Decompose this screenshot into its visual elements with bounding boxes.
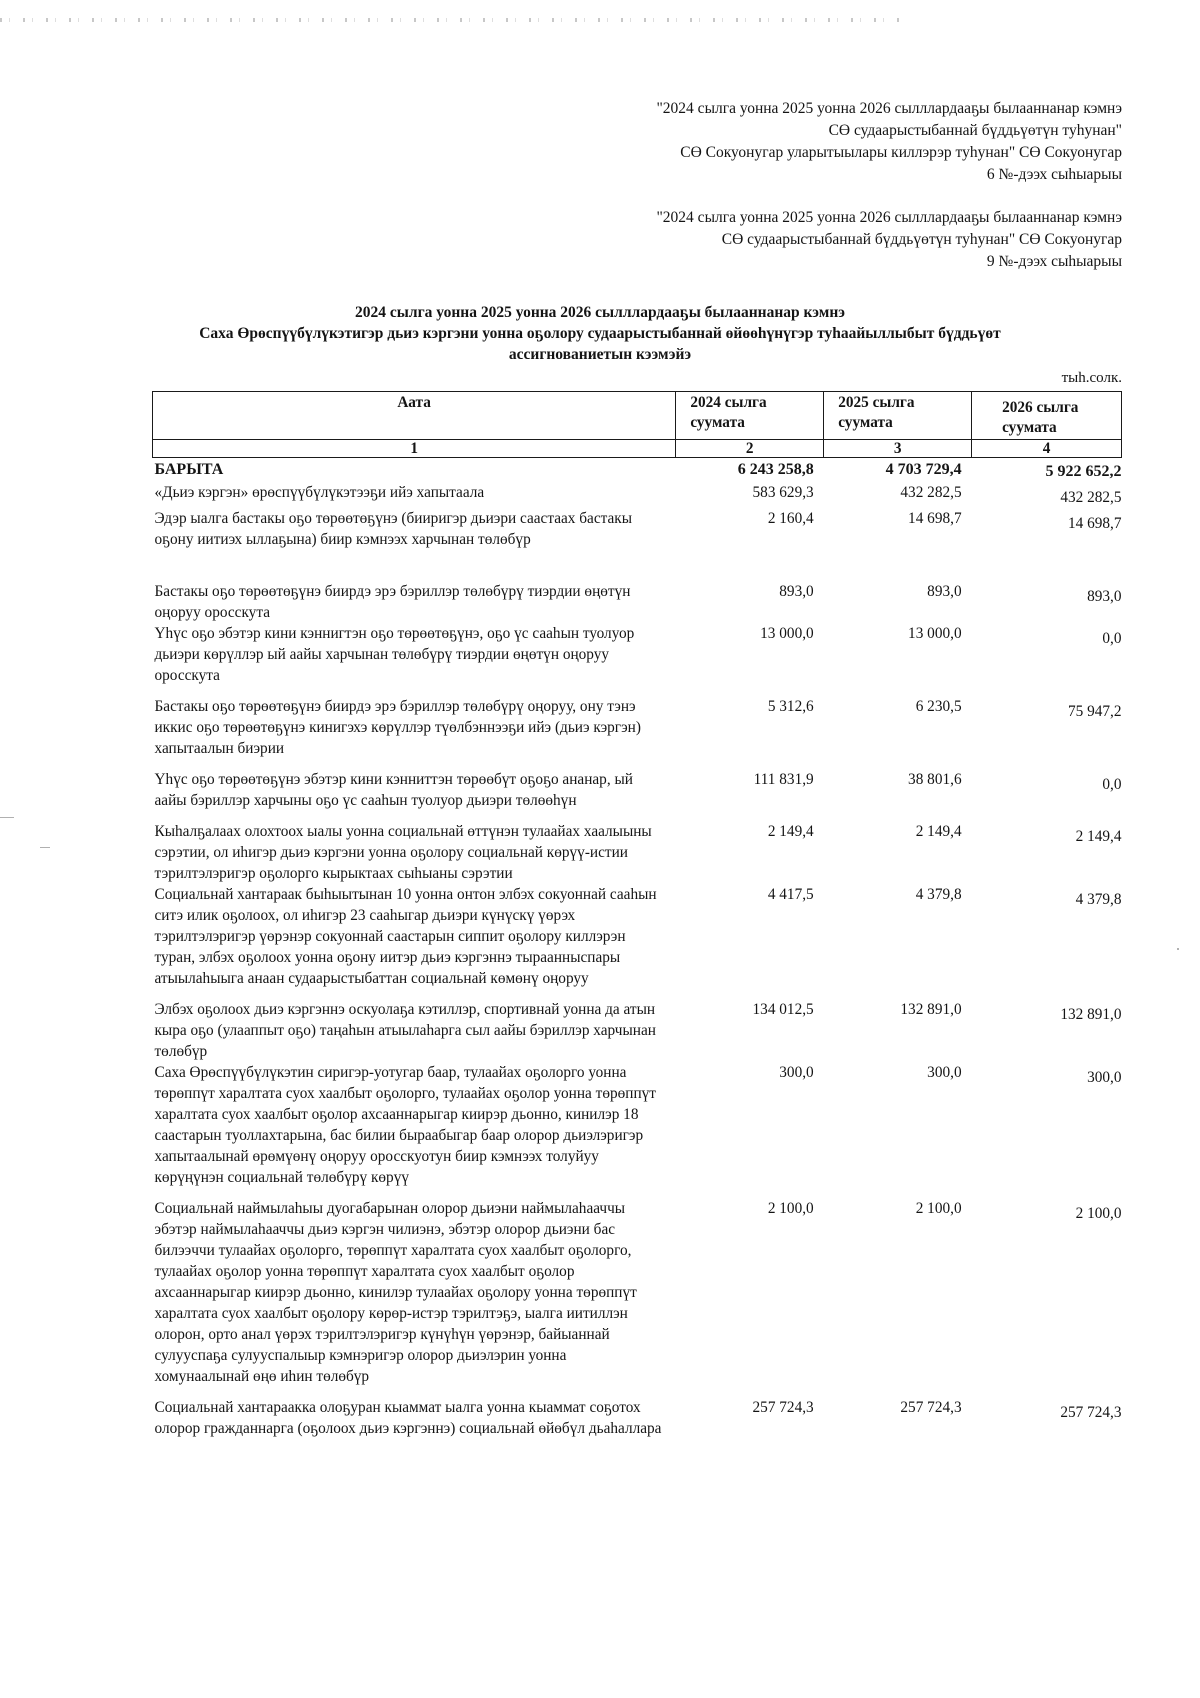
title-line: 2024 сылга уонна 2025 уонна 2026 сылллардааҕы былааннанар кэмнэ [355, 304, 845, 321]
row-value-2026: 4 379,8 [1075, 891, 1122, 908]
row-value-2025: 14 698,7 [908, 510, 962, 527]
column-number: 1 [153, 440, 676, 458]
table-row [153, 482, 1122, 508]
appendix-note-line: "2024 сылга уонна 2025 уонна 2026 сылллардааҕы былааннанар кэмнэ [656, 100, 1122, 117]
table-row [153, 821, 1122, 884]
row-value-2024: 2 100,0 [767, 1200, 814, 1217]
scan-artifact [40, 847, 50, 848]
row-value-2025: 257 724,3 [900, 1399, 962, 1416]
scan-artifact [0, 18, 900, 22]
row-value-2025: 432 282,5 [900, 484, 962, 501]
row-value-2024: 583 629,3 [752, 484, 814, 501]
total-row [153, 458, 1122, 483]
row-value-2026: 300,0 [1087, 1069, 1122, 1086]
row-name: Элбэх оҕолоох дьиэ кэргэннэ оскуолаҕа кэтиллэр, спортивнай уонна да атын кыра оҕо (улааппыт оҕо) таңаһын атыылаһарга сыл аайы бэриллэр харчынан төлөбүр [154, 1001, 656, 1060]
total-value-2025: 4 703 729,4 [885, 461, 962, 478]
row-name: Кыһалҕалаах олохтоох ыалы уонна социальнай өттүнэн тулаайах хаалыыны сэрэтии, ол иһигэр дьиэ кэргэни уонна оҕолору социальнай көрүү-истии тэрилтэлэригэр оҕолорго кырыктаах сыһыаны сэрэтии [154, 823, 652, 882]
column-header-2025: 2025 сылга суумата [824, 392, 972, 440]
row-value-2026: 14 698,7 [1067, 515, 1122, 532]
table-row [153, 581, 1122, 623]
table-row [153, 508, 1122, 581]
row-value-2024: 2 160,4 [767, 510, 814, 527]
table-row [153, 623, 1122, 696]
row-name: Социальнай хантараакка олоҕуран кыаммат ыалга уонна кыаммат соҕотох олорор гражданнарга (оҕолоох дьиэ кэргэннэ) социальнай өйөбүл дьаһаллара [154, 1399, 662, 1437]
row-name: Үһүс оҕо эбэтэр кини кэннигтэн оҕо төрөөтөҕүнэ, оҕо үс сааһын туолуор дьиэри көрүллэр ый аайы харчынан төлөбүрү тиэрдии өңөтүн оңоруу оросскута [154, 625, 635, 684]
row-value-2025: 2 100,0 [915, 1200, 962, 1217]
appendix-note [656, 98, 1122, 186]
table-row [153, 696, 1122, 769]
row-value-2025: 893,0 [927, 583, 962, 600]
title-line: ассигнованиетын кээмэйэ [508, 346, 692, 363]
column-number: 2 [676, 440, 824, 458]
row-value-2025: 2 149,4 [915, 823, 962, 840]
row-value-2026: 2 149,4 [1075, 828, 1122, 845]
table-row [153, 999, 1122, 1062]
column-number: 4 [972, 440, 1122, 458]
column-header-2026: 2026 сылга суумата [972, 392, 1122, 440]
appendix-note [656, 207, 1122, 273]
document-title [150, 302, 1050, 365]
row-value-2024: 134 012,5 [752, 1001, 814, 1018]
row-value-2025: 300,0 [927, 1064, 962, 1081]
total-value-2024: 6 243 258,8 [737, 461, 814, 478]
column-header-name: Аата [153, 392, 676, 440]
row-name: Үһүс оҕо төрөөтөҕүнэ эбэтэр кини кэнниттэн төрөөбүт оҕоҕо ананар, ый аайы бэриллэр харчыны оҕо үс сааһын туолуор дьиэри төлөөһүн [154, 771, 633, 809]
appendix-note-line: СӨ Сокуонугар уларытыылары киллэрэр туһунан" СӨ Сокуонугар [680, 144, 1122, 161]
title-line: Саха Өрөспүүбүлүкэтигэр дьиэ кэргэни уонна оҕолору судаарыстыбаннай өйөөһүнүгэр туһаайыллыбыт бүддьүөт [199, 325, 1001, 342]
column-number-row [153, 440, 1122, 458]
row-name: Эдэр ыалга бастакы оҕо төрөөтөҕүнэ (бииригэр дьиэри саастаах бастакы оҕону иитиэх ыллаҕына) биир кэмнээх харчынан төлөбүр [154, 510, 632, 548]
row-value-2024: 257 724,3 [752, 1399, 814, 1416]
row-value-2024: 111 831,9 [753, 771, 814, 788]
row-value-2024: 300,0 [779, 1064, 814, 1081]
table-row [153, 1397, 1122, 1439]
table-row [153, 1062, 1122, 1198]
row-value-2026: 0,0 [1102, 630, 1122, 647]
table-row [153, 884, 1122, 999]
row-value-2026: 893,0 [1087, 588, 1122, 605]
row-name: Социальнай наймылаһыы дуогабарынан олорор дьиэни наймылаһааччы эбэтэр наймылаһааччы дьиэ кэргэн чилиэнэ, эбэтэр олорор дьиэни бас билээччи тулаайах оҕолорго, төрөппүт харалтата суох хаалбыт оҕолорго, тулаайах оҕолор уонна төрөппүт харалтата суох хаалбыт оҕолор ахсааннарыгар киирэр дьонно, кинилэр тулаайах оҕолору уонна төрөппүт харалтата суох хаалбыт оҕолору көрөр-истэр тэрилтэҕэ, ыалга иитиллэн олорон, орто анал үөрэх тэрилтэлэригэр күнүһүн үөрэнэр, байыаннай сулууспаҕа сулууспалыыр кэмнэригэр олорор дьиэлэрин уонна хомунаалынай өңө иһин төлөбүр [154, 1200, 637, 1385]
appendix-note-line: 9 №-дээх сыһыарыы [986, 253, 1122, 270]
row-value-2026: 132 891,0 [1060, 1006, 1122, 1023]
row-value-2024: 893,0 [779, 583, 814, 600]
budget-table [152, 391, 1122, 1439]
appendix-note-line: 6 №-дээх сыһыарыы [986, 166, 1122, 183]
row-value-2024: 5 312,6 [767, 698, 814, 715]
row-name: Бастакы оҕо төрөөтөҕүнэ биирдэ эрэ бэриллэр төлөбүрү оңоруу, ону тэнэ иккис оҕо төрөөтөҕүнэ кинигэхэ көрүллэр түөлбэннээҕи ийэ (дьиэ кэргэн) хапытаалын биэрии [154, 698, 641, 757]
appendix-note-line: "2024 сылга уонна 2025 уонна 2026 сылллардааҕы былааннанар кэмнэ [656, 209, 1122, 226]
total-value-2026: 5 922 652,2 [1045, 463, 1122, 480]
scan-artifact [0, 817, 14, 818]
row-value-2025: 13 000,0 [908, 625, 962, 642]
row-value-2026: 0,0 [1102, 776, 1122, 793]
row-value-2026: 257 724,3 [1060, 1404, 1122, 1421]
scan-artifact [1177, 948, 1179, 950]
column-number: 3 [824, 440, 972, 458]
table-row [153, 1198, 1122, 1397]
row-value-2024: 13 000,0 [760, 625, 814, 642]
row-value-2026: 432 282,5 [1060, 489, 1122, 506]
row-name: Бастакы оҕо төрөөтөҕүнэ биирдэ эрэ бэриллэр төлөбүрү тиэрдии өңөтүн оңоруу оросскута [154, 583, 631, 621]
row-value-2025: 38 801,6 [908, 771, 962, 788]
row-value-2025: 4 379,8 [915, 886, 962, 903]
row-name: «Дьиэ кэргэн» өрөспүүбүлүкэтээҕи ийэ хапытаала [154, 484, 485, 501]
row-value-2026: 75 947,2 [1067, 703, 1122, 720]
total-label: БАРЫТА [154, 461, 224, 478]
appendix-note-line: СӨ судаарыстыбаннай бүддьүөтүн туһунан" СӨ Сокуонугар [721, 231, 1122, 248]
row-value-2026: 2 100,0 [1075, 1205, 1122, 1222]
appendix-note-line: СӨ судаарыстыбаннай бүддьүөтүн туһунан" [828, 122, 1122, 139]
row-value-2024: 2 149,4 [767, 823, 814, 840]
table-row [153, 769, 1122, 821]
row-value-2025: 6 230,5 [915, 698, 962, 715]
column-header-2024: 2024 сылга суумата [676, 392, 824, 440]
row-name: Социальнай хантараак быһыытынан 10 уонна онтон элбэх сокуоннай сааһын ситэ илик оҕолоох, ол иһигэр 23 сааһыгар дьиэри күнүскү үөрэх тэрилтэлэригэр үөрэнэр сокуоннай саастарын сиппит оҕолору киллэрэн туран, элбэх оҕолоох уонна оҕону иитэр дьиэ кэргэннэ тыраанныспары атыылаһыыга анаан судаарыстыбаттан социальнай көмөнү оңоруу [154, 886, 657, 987]
row-name: Саха Өрөспүүбүлүкэтин сиригэр-уотугар баар, тулаайах оҕолорго уонна төрөппүт харалтата суох хаалбыт оҕолорго, тулаайах оҕолор уонна төрөппүт харалтата суох хаалбыт оҕолор ахсааннарыгар киирэр дьонно, кинилэр 18 саастарын туоллахтарына, бас билии быраабыгар баар олорор дьиэлэригэр хапытаалынай өрөмүөнү оңоруу оросскуотун биир кэмнээх толуйуу көрүңүнэн социальнай төлөбүрү көрүү [154, 1064, 656, 1186]
row-value-2025: 132 891,0 [900, 1001, 962, 1018]
unit-label: тыһ.солк. [1061, 370, 1122, 386]
table-header-row [153, 392, 1122, 440]
row-value-2024: 4 417,5 [767, 886, 814, 903]
